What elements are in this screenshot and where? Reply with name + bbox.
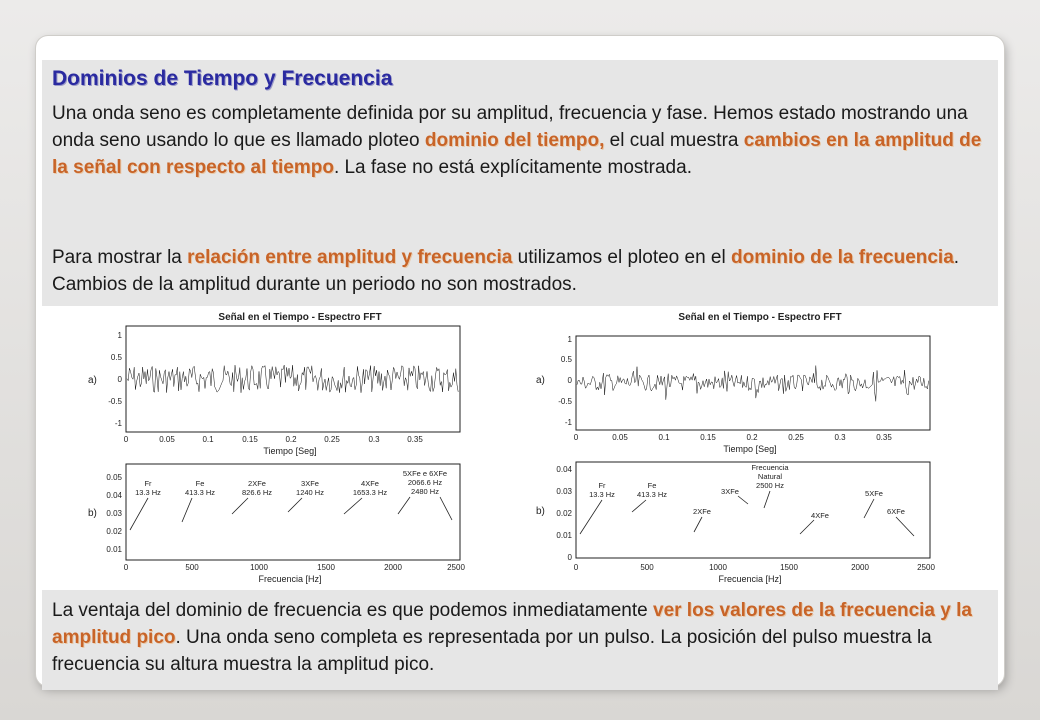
- highlight-amplitude-changes: cambios en la amplitud de la señal con respecto al tiempo: [52, 130, 982, 178]
- left-spec-ytick: 0.02: [106, 527, 122, 536]
- left-annotation: Fe: [195, 479, 205, 488]
- paragraph-text: el cual muestra: [604, 130, 744, 151]
- left-spec-xtick: 2000: [384, 563, 402, 572]
- right-spec-xtick: 500: [640, 563, 654, 572]
- left-spec-xtick: 1000: [250, 563, 268, 572]
- paragraph-frequency-domain: [52, 244, 992, 298]
- right-spec-ytick: 0.03: [556, 487, 572, 496]
- right-spec-ytick: 0.04: [556, 465, 572, 474]
- right-time-ytick: -0.5: [558, 397, 572, 406]
- right-time-plot-frame: [576, 336, 930, 430]
- left-time-xtick: 0: [123, 435, 129, 444]
- right-time-xtick: 0.25: [788, 433, 804, 442]
- paragraph-text: . Cambios de la amplitud durante un periodo no son mostrados.: [52, 247, 960, 295]
- left-annotation: 3XFe: [301, 479, 319, 488]
- right-figure: [536, 312, 935, 584]
- left-figure-title: Señal en el Tiempo - Espectro FFT: [218, 312, 382, 323]
- left-spectrum-label: b): [88, 508, 97, 519]
- left-spec-xlabel: Frecuencia [Hz]: [258, 574, 322, 584]
- right-annotation: 5XFe: [865, 489, 883, 498]
- left-annotation: 5XFe e 6XFe: [402, 469, 448, 478]
- right-annotation: Frecuencia: [751, 463, 789, 472]
- right-time-ytick: 1: [567, 335, 572, 344]
- left-spec-ytick: 0.03: [106, 509, 122, 518]
- left-spec-xtick: 2500: [447, 563, 465, 572]
- right-spec-xtick: 0: [573, 563, 579, 572]
- left-spec-xtick: 1500: [317, 563, 335, 572]
- right-annotation: 13.3 Hz: [589, 490, 615, 499]
- paragraph-advantage: [52, 597, 992, 678]
- left-time-xtick: 0.05: [159, 435, 175, 444]
- right-annotation: Fe: [647, 481, 657, 490]
- right-spec-xtick: 2500: [917, 563, 935, 572]
- left-time-xtick: 0.15: [242, 435, 258, 444]
- right-time-ytick: 0.5: [560, 355, 572, 364]
- paragraph-text: . La fase no está explícitamente mostrada.: [333, 157, 692, 178]
- right-time-xlabel: Tiempo [Seg]: [723, 444, 777, 454]
- left-annotation: 826.6 Hz: [241, 488, 273, 497]
- left-figure: [88, 312, 465, 584]
- left-time-xlabel: Tiempo [Seg]: [263, 446, 317, 456]
- left-time-label: a): [88, 375, 97, 386]
- left-annotation: 2066.6 Hz: [407, 478, 443, 487]
- right-time-xtick: 0.3: [834, 433, 846, 442]
- right-spec-ytick: 0.01: [556, 531, 572, 540]
- left-time-xtick: 0.2: [285, 435, 297, 444]
- left-annotation: Fr: [144, 479, 152, 488]
- spectrum-figure: [80, 308, 940, 588]
- right-annotation: 413.3 Hz: [636, 490, 668, 499]
- left-time-ytick: 1: [117, 331, 122, 340]
- left-time-xtick: 0.25: [324, 435, 340, 444]
- right-spectrum-label: b): [536, 506, 545, 517]
- paragraph-text: . Una onda seno completa es representada por un pulso. La posición del pulso muestra la frecuencia su altura muestra la amplitud pico.: [52, 627, 932, 675]
- left-time-ytick: -0.5: [108, 397, 122, 406]
- paragraph-text: La ventaja del dominio de frecuencia es que podemos inmediatamente: [52, 600, 653, 621]
- slide-title: Dominios de Tiempo y Frecuencia: [52, 67, 393, 90]
- left-spec-xtick: 0: [123, 563, 129, 572]
- highlight-amplitude-frequency: relación entre amplitud y frecuencia: [187, 247, 513, 268]
- right-spectrum-plot-frame: [576, 462, 930, 558]
- right-spec-ytick: 0: [567, 553, 572, 562]
- right-spec-ytick: 0.02: [556, 509, 572, 518]
- left-time-xtick: 0.3: [368, 435, 380, 444]
- left-annotation: 1240 Hz: [296, 488, 324, 497]
- left-spec-ytick: 0.01: [106, 545, 122, 554]
- left-annotation: 2480 Hz: [411, 487, 439, 496]
- right-spec-xlabel: Frecuencia [Hz]: [718, 574, 782, 584]
- right-annotation: 2500 Hz: [756, 481, 784, 490]
- right-annotation: 3XFe: [721, 487, 739, 496]
- right-time-label: a): [536, 375, 545, 386]
- right-time-xtick: 0.35: [876, 433, 892, 442]
- left-spec-xtick: 500: [185, 563, 199, 572]
- left-time-ytick: 0: [117, 375, 122, 384]
- paragraph-text: utilizamos el ploteo en el: [512, 247, 731, 268]
- left-time-plot-frame: [126, 326, 460, 432]
- right-time-xtick: 0.15: [700, 433, 716, 442]
- right-time-xtick: 0: [573, 433, 579, 442]
- paragraph-text: Una onda seno es completamente definida por su amplitud, frecuencia y fase. Hemos estado mostrando una onda seno usando lo que es llamado ploteo: [52, 103, 968, 151]
- right-time-ytick: -1: [564, 418, 572, 427]
- left-annotation: 1653.3 Hz: [352, 488, 388, 497]
- left-time-ytick: -1: [114, 419, 122, 428]
- left-time-ytick: 0.5: [110, 353, 122, 362]
- right-annotation: 2XFe: [693, 507, 711, 516]
- left-time-xtick: 0.1: [202, 435, 214, 444]
- right-spec-xtick: 1000: [709, 563, 727, 572]
- highlight-frequency-domain: dominio de la frecuencia: [731, 247, 954, 268]
- left-spec-ytick: 0.05: [106, 473, 122, 482]
- right-spec-xtick: 1500: [780, 563, 798, 572]
- right-time-xtick: 0.2: [746, 433, 758, 442]
- left-annotation: 413.3 Hz: [184, 488, 216, 497]
- highlight-peak-values: ver los valores de la frecuencia y la amplitud pico: [52, 600, 972, 648]
- right-time-ytick: 0: [567, 376, 572, 385]
- right-annotation: 6XFe: [887, 507, 905, 516]
- left-annotation: 13.3 Hz: [135, 488, 161, 497]
- left-time-xtick: 0.35: [407, 435, 423, 444]
- left-annotation: 2XFe: [248, 479, 266, 488]
- right-time-xtick: 0.1: [658, 433, 670, 442]
- left-spec-ytick: 0.04: [106, 491, 122, 500]
- right-spec-xtick: 2000: [851, 563, 869, 572]
- right-annotation: Fr: [598, 481, 606, 490]
- left-annotation: 4XFe: [361, 479, 379, 488]
- paragraph-intro: [52, 100, 992, 181]
- right-time-xtick: 0.05: [612, 433, 628, 442]
- right-figure-title: Señal en el Tiempo - Espectro FFT: [678, 312, 842, 323]
- paragraph-text: Para mostrar la: [52, 247, 188, 268]
- highlight-time-domain: dominio del tiempo,: [424, 130, 605, 151]
- right-annotation: 4XFe: [811, 511, 829, 520]
- right-annotation: Natural: [757, 472, 783, 481]
